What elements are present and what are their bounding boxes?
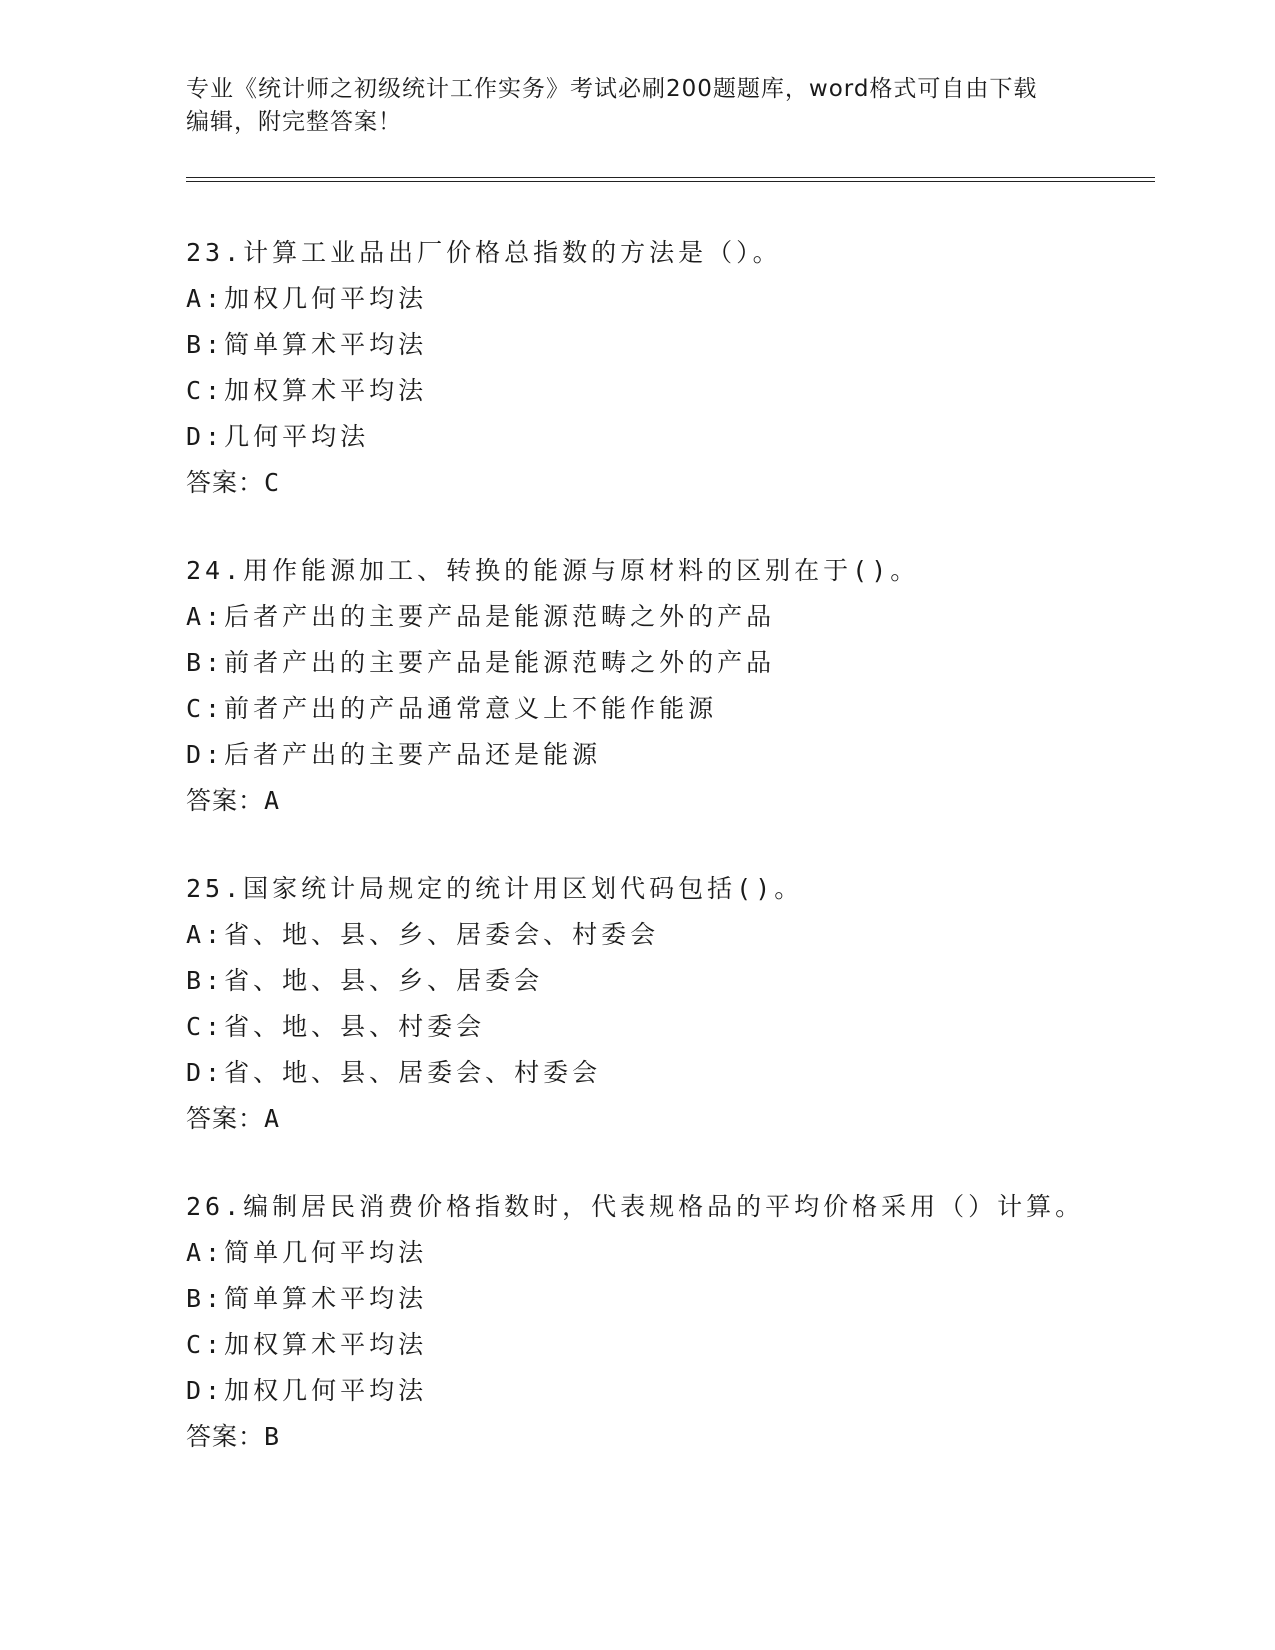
option-a: A:简单几何平均法 (186, 1238, 428, 1267)
question-stem: 23.计算工业品出厂价格总指数的方法是（）。 (186, 238, 782, 267)
answer-value: A (264, 1104, 281, 1133)
option-c: C:前者产出的产品通常意义上不能作能源 (186, 694, 718, 723)
header-divider (186, 177, 1155, 182)
option-d: D:省、地、县、居委会、村委会 (186, 1058, 602, 1087)
header-line-1: 专业《统计师之初级统计工作实务》考试必刷200题题库，word格式可自由下载 (186, 76, 1038, 102)
answer-value: C (264, 468, 281, 497)
answer-line (186, 1414, 1186, 1460)
question-stem: 25.国家统计局规定的统计用区划代码包括()。 (186, 874, 804, 903)
option-c: C:加权算术平均法 (186, 1330, 428, 1359)
option-a: A:后者产出的主要产品是能源范畴之外的产品 (186, 602, 776, 631)
question-list (186, 230, 1186, 1502)
question-stem: 26.编制居民消费价格指数时，代表规格品的平均价格采用（）计算。 (186, 1192, 1085, 1221)
option-d: D:加权几何平均法 (186, 1376, 428, 1405)
answer-value: A (264, 786, 281, 815)
answer-line (186, 460, 1186, 506)
answer-line (186, 778, 1186, 824)
header-line-2: 编辑，附完整答案！ (186, 109, 402, 135)
option-b: B:省、地、县、乡、居委会 (186, 966, 544, 995)
option-b: B:前者产出的主要产品是能源范畴之外的产品 (186, 648, 776, 677)
option-b: B:简单算术平均法 (186, 1284, 428, 1313)
option-d: D:几何平均法 (186, 422, 370, 451)
option-c: C:省、地、县、村委会 (186, 1012, 486, 1041)
question-25 (186, 866, 1186, 1142)
question-26 (186, 1184, 1186, 1460)
question-23 (186, 230, 1186, 506)
option-a: A:省、地、县、乡、居委会、村委会 (186, 920, 660, 949)
answer-label: 答案： (186, 1104, 265, 1133)
answer-label: 答案： (186, 786, 265, 815)
option-c: C:加权算术平均法 (186, 376, 428, 405)
answer-line (186, 1096, 1186, 1142)
option-a: A:加权几何平均法 (186, 284, 428, 313)
answer-value: B (264, 1422, 281, 1451)
answer-label: 答案： (186, 1422, 265, 1451)
question-stem: 24.用作能源加工、转换的能源与原材料的区别在于()。 (186, 556, 920, 585)
document-header (186, 73, 1086, 139)
answer-label: 答案： (186, 468, 265, 497)
option-d: D:后者产出的主要产品还是能源 (186, 740, 602, 769)
option-b: B:简单算术平均法 (186, 330, 428, 359)
question-24 (186, 548, 1186, 824)
